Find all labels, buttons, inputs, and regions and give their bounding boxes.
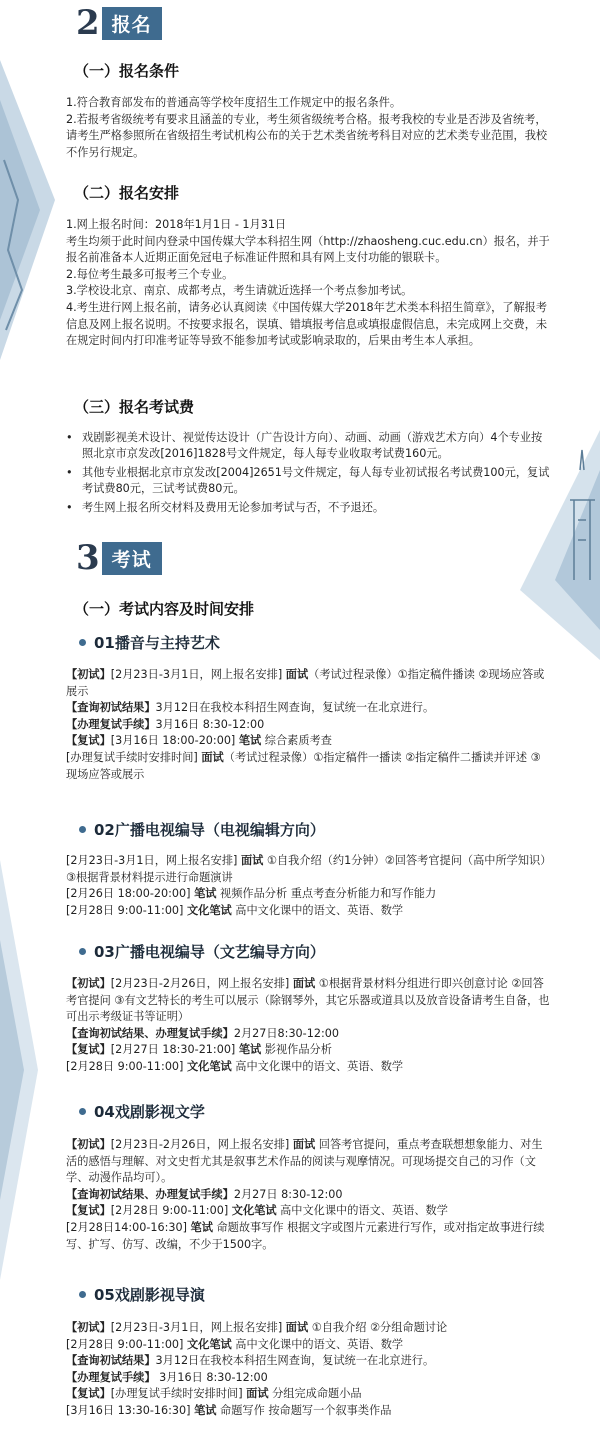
paragraph: 2.若报考省级统考有要求且涵盖的专业，考生须省级统考合格。报考我校的专业是否涉及省统考，请考生严格参照所在省级招生考试机构公布的关于艺术类省统考科目对应的艺术类专业范围，我校不作另行规定。 <box>66 112 548 159</box>
schedule-text: [2月26日 18:00-20:00] <box>66 887 195 901</box>
schedule-label: 【办理复试手续】 <box>66 717 156 731</box>
schedule-text: [2月27日 18:30-21:00] <box>110 1043 239 1057</box>
schedule-text: 高中文化课中的语文、英语、数学 <box>231 1337 404 1351</box>
schedule-label: 笔试 <box>238 734 262 748</box>
left-deco-shape <box>0 40 60 370</box>
schedule-line <box>66 1042 550 1059</box>
section-label: 考试 <box>102 542 162 575</box>
schedule-line <box>66 1337 550 1354</box>
schedule-line <box>66 1026 550 1043</box>
paragraph: 1.符合教育部发布的普通高等学校年度招生工作规定中的报名条件。 <box>66 96 402 109</box>
paragraph: 4.考生进行网上报名前，请务必认真阅读《中国传媒大学2018年艺术类本科招生简章》，了解报考信息及网上报名说明。不按要求报名，误填、错填报考信息或填报虚假信息，未完成网上交费，未在规定时间内打印准考证等导致不能参加考试或影响录取的，后果由考生本人承担。 <box>66 300 548 348</box>
schedule-text: [2月23日-2月26日，网上报名安排] <box>110 1138 293 1151</box>
schedule-label: 面试 <box>285 1321 309 1334</box>
schedule-text: [2月28日 9:00-11:00] <box>66 1337 187 1351</box>
program-details <box>66 667 550 783</box>
schedule-line <box>66 1059 550 1076</box>
program-details <box>66 853 550 919</box>
schedule-line <box>66 903 550 920</box>
schedule-label: 【查询初试结果】 <box>66 701 156 715</box>
schedule-label: 笔试 <box>194 887 217 901</box>
bullet-dot-icon <box>79 1291 86 1298</box>
schedule-line <box>66 1370 550 1387</box>
program-details <box>66 1137 550 1253</box>
list-item: • 戏剧影视美术设计、视觉传达设计（广告设计方向）、动画、动画（游戏艺术方向）4个专业按照北京市京发改[2016]1828号文件规定，每人每专业收取考试费160元。 <box>66 431 543 460</box>
schedule-text: ①根据背景材料分组进行即兴创意讨论 ②回答考官提问 ③有文艺特长的考生可以展示（除钢琴外，其它乐器或道具以及放音设备请考生自备，也可出示考级证书等证明） <box>66 977 550 1024</box>
bullet-dot-icon <box>79 1108 86 1115</box>
program-title: 03广播电视编导（文艺编导方向） <box>79 941 325 962</box>
schedule-text: 3月12日在我校本科招生网查询，复试统一在北京进行。 <box>155 1354 435 1368</box>
program-title: 01播音与主持艺术 <box>79 632 220 653</box>
schedule-text: ①自我介绍 ②分组命题讨论 <box>308 1321 448 1334</box>
schedule-text: [2月23日-2月26日，网上报名安排] <box>110 977 293 990</box>
schedule-label: 面试 <box>201 750 224 764</box>
schedule-label: 【初试】 <box>66 668 111 681</box>
schedule-text: ①自我介绍（约1分钟）②回答考官提问（高中所学知识）③根据背景材料提示进行命题演讲 <box>66 854 546 884</box>
schedule-text: [2月23日-3月1日，网上报名安排] <box>66 854 241 867</box>
schedule-label: 笔试 <box>238 1043 262 1057</box>
schedule-text: [2月28日 9:00-11:00] <box>66 903 187 917</box>
schedule-text: （考试过程录像）①指定稿件一播读 ②指定稿件二播读并评述 ③现场应答或展示 <box>66 750 541 781</box>
schedule-text: 3月16日 8:30-12:00 <box>155 1370 268 1384</box>
subheading-exam-schedule: （一）考试内容及时间安排 <box>74 600 255 618</box>
bullet-dot-icon <box>79 826 86 833</box>
fee-bullets <box>66 430 550 519</box>
schedule-text: [3月16日 13:30-16:30] <box>66 1403 195 1417</box>
schedule-label: 【复试】 <box>66 1043 111 1057</box>
schedule-text: 高中文化课中的语文、英语、数学 <box>231 1059 404 1073</box>
schedule-label: 文化笔试 <box>186 1337 232 1351</box>
schedule-line <box>66 717 550 734</box>
schedule-text: 2月27日 8:30-12:00 <box>233 1187 343 1201</box>
left-lower-deco-shape <box>0 860 40 1280</box>
schedule-label: 面试 <box>246 1387 269 1401</box>
schedule-text: （考试过程录像）①指定稿件播读 ②现场应答或展示 <box>66 668 545 698</box>
schedule-text: [办理复试手续时安排时间] <box>110 1387 247 1401</box>
schedule-label: 文化笔试 <box>186 1059 232 1073</box>
subheading-registration-fee: （三）报名考试费 <box>74 398 195 416</box>
schedule-text: [2月23日-3月1日，网上报名安排] <box>110 668 286 681</box>
schedule-line <box>66 750 550 783</box>
program-title: 05戏剧影视导演 <box>79 1284 205 1305</box>
schedule-label: 笔试 <box>194 1403 217 1417</box>
paragraph: 1.网上报名时间：2018年1月1日 - 1月31日 <box>66 218 287 231</box>
schedule-line <box>66 1320 550 1337</box>
section-3-header <box>76 538 162 578</box>
schedule-label: 面试 <box>292 977 316 990</box>
schedule-label: 【复试】 <box>66 1204 111 1218</box>
schedule-label: 【查询初试结果、办理复试手续】 <box>66 1026 234 1040</box>
subheading-registration-conditions: （一）报名条件 <box>74 62 180 80</box>
schedule-text: 回答考官提问，重点考查联想想象能力、对生活的感悟与理解、对文史哲尤其是叙事艺术作品的阅读与观摩情况。可现场提交自己的习作（文学、动漫作品均可）。 <box>66 1138 543 1185</box>
registration-conditions-text <box>66 95 550 161</box>
paragraph: 2.每位考生最多可报考三个专业。 <box>66 267 234 281</box>
schedule-text: 3月16日 8:30-12:00 <box>155 717 265 731</box>
schedule-text: 综合素质考查 <box>261 734 332 748</box>
schedule-label: 【查询初试结果】 <box>66 1354 156 1368</box>
schedule-text: [2月28日14:00-16:30] <box>66 1220 191 1234</box>
schedule-text: 3月12日在我校本科招生网查询，复试统一在北京进行。 <box>155 701 435 715</box>
schedule-text: [2月23日-3月1日，网上报名安排] <box>110 1321 286 1334</box>
schedule-line <box>66 853 550 886</box>
paragraph: 3.学校设北京、南京、成都考点，考生请就近选择一个考点参加考试。 <box>66 284 413 298</box>
registration-arrangement-text <box>66 217 550 350</box>
paragraph: 考生均须于此时间内登录中国传媒大学本科招生网（http://zhaosheng.cuc.edu.cn）报名，并于报名前准备本人近期正面免冠电子标准证件照和具有网上支付功能的银联卡。 <box>66 234 550 265</box>
program-details <box>66 1320 550 1420</box>
section-label: 报名 <box>102 7 162 40</box>
schedule-label: 【初试】 <box>66 1321 111 1334</box>
schedule-label: 文化笔试 <box>186 903 232 917</box>
schedule-label: 笔试 <box>190 1220 213 1234</box>
schedule-text: [2月28日 9:00-11:00] <box>66 1059 187 1073</box>
schedule-text: [3月16日 18:00-20:00] <box>110 734 239 748</box>
subheading-registration-arrangement: （二）报名安排 <box>74 184 180 202</box>
schedule-text: 命题故事写作 根据文字或图片元素进行写作，或对指定故事进行续写、扩写、仿写、改编，不少于1500字。 <box>66 1220 545 1251</box>
schedule-label: 【复试】 <box>66 1387 111 1401</box>
schedule-line <box>66 1386 550 1403</box>
schedule-text: 高中文化课中的语文、英语、数学 <box>276 1204 448 1218</box>
section-2-header <box>76 3 162 43</box>
program-details <box>66 976 550 1076</box>
schedule-label: 【办理复试手续】 <box>66 1370 156 1384</box>
schedule-text: 高中文化课中的语文、英语、数学 <box>231 903 404 917</box>
schedule-line <box>66 1403 550 1420</box>
section-number: 3 <box>76 538 100 578</box>
schedule-line <box>66 1137 550 1187</box>
bullet-dot-icon <box>79 639 86 646</box>
schedule-text: 影视作品分析 <box>261 1043 332 1057</box>
schedule-line <box>66 733 550 750</box>
bullet-dot-icon <box>79 948 86 955</box>
schedule-line <box>66 1220 550 1253</box>
schedule-label: 【初试】 <box>66 977 111 990</box>
program-title: 04戏剧影视文学 <box>79 1101 205 1122</box>
schedule-label: 【查询初试结果、办理复试手续】 <box>66 1187 234 1201</box>
schedule-line <box>66 667 550 700</box>
schedule-text: 2月27日8:30-12:00 <box>233 1026 339 1040</box>
schedule-text: [办理复试手续时安排时间] <box>66 750 202 764</box>
schedule-label: 面试 <box>292 1138 316 1151</box>
schedule-label: 文化笔试 <box>231 1204 277 1218</box>
schedule-line <box>66 1353 550 1370</box>
schedule-label: 面试 <box>240 854 264 867</box>
schedule-line <box>66 976 550 1026</box>
schedule-text: 命题写作 按命题写一个叙事类作品 <box>216 1403 392 1417</box>
schedule-line <box>66 886 550 903</box>
list-item: • 其他专业根据北京市京发改[2004]2651号文件规定，每人每专业初试报名考试费100元，复试考试费80元，三试考试费80元。 <box>66 466 550 495</box>
schedule-text: 分组完成命题小品 <box>268 1387 362 1401</box>
schedule-label: 【复试】 <box>66 734 111 748</box>
schedule-text: [2月28日 9:00-11:00] <box>110 1204 232 1218</box>
schedule-label: 【初试】 <box>66 1138 111 1151</box>
schedule-line <box>66 1203 550 1220</box>
schedule-text: 视频作品分析 重点考查分析能力和写作能力 <box>216 887 437 901</box>
list-item: • 考生网上报名所交材料及费用无论参加考试与否，不予退还。 <box>66 501 385 514</box>
schedule-line <box>66 700 550 717</box>
program-title: 02广播电视编导（电视编辑方向） <box>79 819 325 840</box>
schedule-label: 面试 <box>285 668 309 681</box>
schedule-line <box>66 1187 550 1204</box>
section-number: 2 <box>76 3 100 43</box>
